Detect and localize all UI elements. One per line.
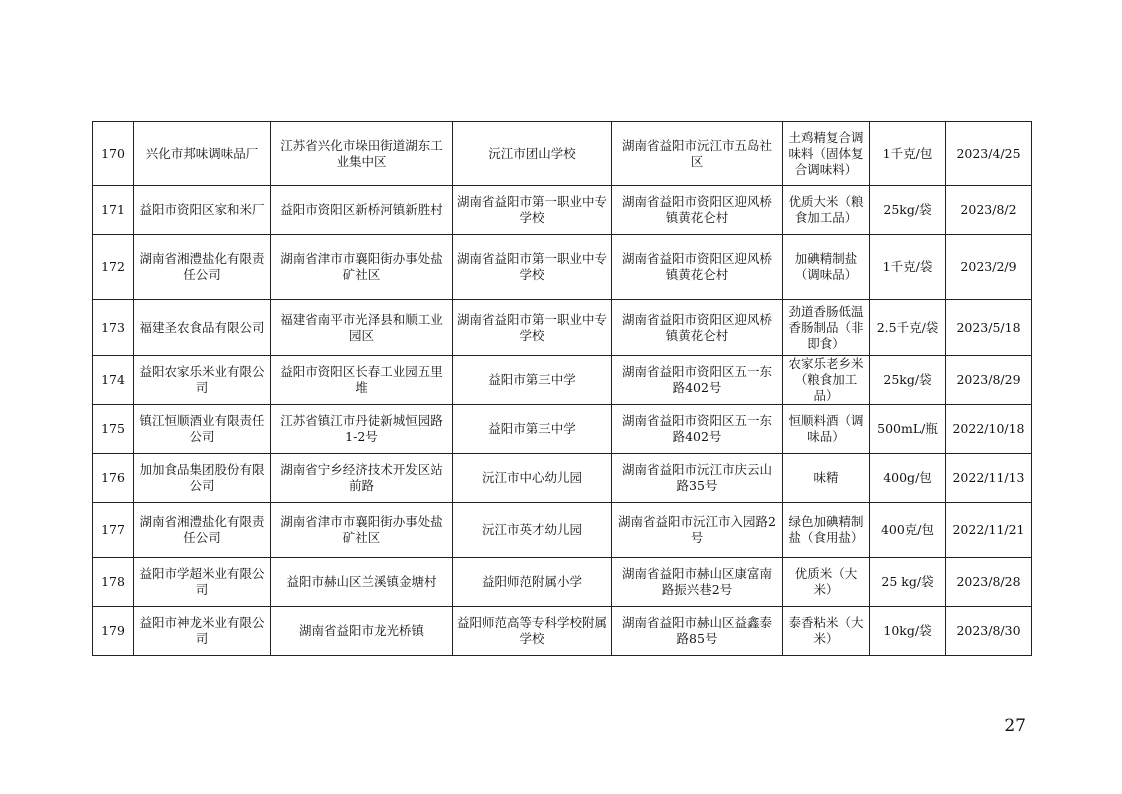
product-name-cell: 加碘精制盐（调味品）	[783, 235, 870, 300]
table-row	[93, 503, 1032, 558]
production-date-cell: 2022/11/21	[946, 503, 1032, 558]
sampled-unit-address-cell: 湖南省益阳市赫山区康富南路振兴巷2号	[612, 558, 783, 607]
table-row	[93, 558, 1032, 607]
row-number-cell: 178	[93, 558, 134, 607]
sampled-unit-cell: 益阳师范附属小学	[453, 558, 612, 607]
table-row	[93, 607, 1032, 656]
product-name-cell: 土鸡精复合调味料（固体复合调味料）	[783, 122, 870, 186]
row-number-cell: 170	[93, 122, 134, 186]
product-spec-cell: 400g/包	[870, 454, 946, 503]
table-row	[93, 235, 1032, 300]
product-name-cell: 优质大米（粮食加工品）	[783, 186, 870, 235]
producer-name-cell: 加加食品集团股份有限公司	[134, 454, 271, 503]
product-spec-cell: 400克/包	[870, 503, 946, 558]
producer-address-cell: 湖南省津市市襄阳街办事处盐矿社区	[271, 235, 453, 300]
producer-address-cell: 江苏省镇江市丹徒新城恒园路1-2号	[271, 405, 453, 454]
table-body	[93, 122, 1032, 656]
production-date-cell: 2023/8/30	[946, 607, 1032, 656]
product-spec-cell: 1千克/袋	[870, 235, 946, 300]
table-row	[93, 186, 1032, 235]
product-name-cell: 恒顺料酒（调味品）	[783, 405, 870, 454]
production-date-cell: 2023/8/29	[946, 356, 1032, 405]
producer-address-cell: 益阳市资阳区长春工业园五里堆	[271, 356, 453, 405]
sampled-unit-address-cell: 湖南省益阳市沅江市入园路2号	[612, 503, 783, 558]
table-row	[93, 356, 1032, 405]
producer-address-cell: 益阳市赫山区兰溪镇金塘村	[271, 558, 453, 607]
producer-address-cell: 益阳市资阳区新桥河镇新胜村	[271, 186, 453, 235]
row-number-cell: 175	[93, 405, 134, 454]
production-date-cell: 2022/11/13	[946, 454, 1032, 503]
sampled-unit-address-cell: 湖南省益阳市沅江市庆云山路35号	[612, 454, 783, 503]
product-spec-cell: 2.5千克/袋	[870, 300, 946, 356]
production-date-cell: 2023/4/25	[946, 122, 1032, 186]
producer-name-cell: 镇江恒顺酒业有限责任公司	[134, 405, 271, 454]
producer-address-cell: 湖南省益阳市龙光桥镇	[271, 607, 453, 656]
sampled-unit-cell: 沅江市中心幼儿园	[453, 454, 612, 503]
production-date-cell: 2023/2/9	[946, 235, 1032, 300]
product-name-cell: 农家乐老乡米（粮食加工品）	[783, 356, 870, 405]
product-spec-cell: 25kg/袋	[870, 186, 946, 235]
product-name-cell: 优质米（大米）	[783, 558, 870, 607]
producer-name-cell: 益阳市学超米业有限公司	[134, 558, 271, 607]
sampled-unit-cell: 沅江市团山学校	[453, 122, 612, 186]
row-number-cell: 177	[93, 503, 134, 558]
product-spec-cell: 10kg/袋	[870, 607, 946, 656]
table-row	[93, 405, 1032, 454]
sampled-unit-cell: 湖南省益阳市第一职业中专学校	[453, 186, 612, 235]
product-spec-cell: 25kg/袋	[870, 356, 946, 405]
sampled-unit-cell: 益阳师范高等专科学校附属学校	[453, 607, 612, 656]
sampled-unit-cell: 益阳市第三中学	[453, 405, 612, 454]
producer-address-cell: 福建省南平市光泽县和顺工业园区	[271, 300, 453, 356]
production-date-cell: 2023/5/18	[946, 300, 1032, 356]
product-spec-cell: 25 kg/袋	[870, 558, 946, 607]
sampled-unit-cell: 湖南省益阳市第一职业中专学校	[453, 300, 612, 356]
producer-name-cell: 益阳农家乐米业有限公司	[134, 356, 271, 405]
product-spec-cell: 500mL/瓶	[870, 405, 946, 454]
row-number-cell: 174	[93, 356, 134, 405]
table-row	[93, 454, 1032, 503]
row-number-cell: 176	[93, 454, 134, 503]
sampled-unit-cell: 湖南省益阳市第一职业中专学校	[453, 235, 612, 300]
producer-address-cell: 江苏省兴化市垛田街道湖东工业集中区	[271, 122, 453, 186]
producer-address-cell: 湖南省宁乡经济技术开发区站前路	[271, 454, 453, 503]
sampled-unit-address-cell: 湖南省益阳市沅江市五岛社区	[612, 122, 783, 186]
producer-name-cell: 福建圣农食品有限公司	[134, 300, 271, 356]
product-name-cell: 劲道香肠低温香肠制品（非即食）	[783, 300, 870, 356]
product-name-cell: 绿色加碘精制盐（食用盐）	[783, 503, 870, 558]
row-number-cell: 179	[93, 607, 134, 656]
sampled-unit-address-cell: 湖南省益阳市资阳区迎风桥镇黄花仑村	[612, 235, 783, 300]
production-date-cell: 2023/8/28	[946, 558, 1032, 607]
production-date-cell: 2023/8/2	[946, 186, 1032, 235]
producer-name-cell: 益阳市资阳区家和米厂	[134, 186, 271, 235]
sampled-unit-cell: 益阳市第三中学	[453, 356, 612, 405]
sampled-unit-address-cell: 湖南省益阳市资阳区迎风桥镇黄花仑村	[612, 300, 783, 356]
product-spec-cell: 1千克/包	[870, 122, 946, 186]
producer-name-cell: 湖南省湘澧盐化有限责任公司	[134, 235, 271, 300]
production-date-cell: 2022/10/18	[946, 405, 1032, 454]
sampled-unit-address-cell: 湖南省益阳市资阳区五一东路402号	[612, 356, 783, 405]
row-number-cell: 172	[93, 235, 134, 300]
producer-name-cell: 兴化市邦味调味品厂	[134, 122, 271, 186]
product-name-cell: 味精	[783, 454, 870, 503]
sampled-unit-address-cell: 湖南省益阳市赫山区益鑫泰路85号	[612, 607, 783, 656]
producer-address-cell: 湖南省津市市襄阳街办事处盐矿社区	[271, 503, 453, 558]
sampled-unit-address-cell: 湖南省益阳市资阳区迎风桥镇黄花仑村	[612, 186, 783, 235]
row-number-cell: 171	[93, 186, 134, 235]
sampling-results-table	[92, 121, 1032, 656]
sampled-unit-cell: 沅江市英才幼儿园	[453, 503, 612, 558]
product-name-cell: 泰香粘米（大米）	[783, 607, 870, 656]
row-number-cell: 173	[93, 300, 134, 356]
table-row	[93, 300, 1032, 356]
sampled-unit-address-cell: 湖南省益阳市资阳区五一东路402号	[612, 405, 783, 454]
table-row	[93, 122, 1032, 186]
producer-name-cell: 益阳市神龙米业有限公司	[134, 607, 271, 656]
producer-name-cell: 湖南省湘澧盐化有限责任公司	[134, 503, 271, 558]
page-number: 27	[1004, 716, 1026, 736]
